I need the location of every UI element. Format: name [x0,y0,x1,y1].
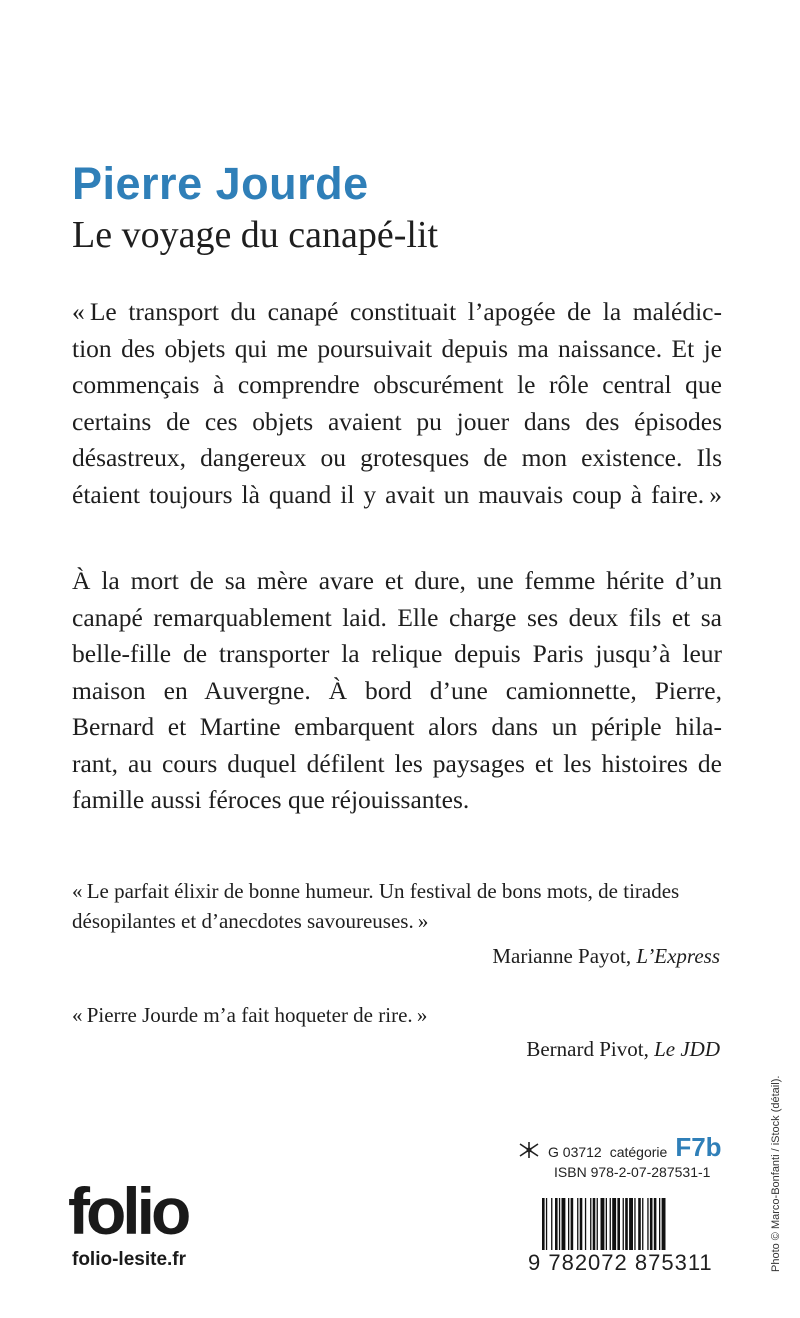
review-quote-line: « Pierre Jourde m’a fait hoqueter de rire. » [72,1003,428,1027]
reviewer-name: Marianne Payot, [492,944,637,968]
summary-line: rant, au cours duquel défilent les paysages et les histoires de [72,748,722,778]
excerpt-line: tion des objets qui me poursuivait depuis ma naissance. Et je [72,333,722,363]
excerpt-line: commençais à comprendre obscurément le rôle central que [72,370,722,399]
review-source: Le JDD [654,1037,720,1061]
review-quote [72,1000,722,1030]
review-quote-line: désopilantes et d’anecdotes savoureuses. » [72,909,429,933]
summary-paragraph [72,563,722,819]
publisher-website: folio-lesite.fr [72,1249,187,1270]
review-source: L’Express [636,944,720,968]
isbn: ISBN 978-2-07-287531-1 [554,1164,711,1180]
photo-credit: Photo © Marco-Bonfanti / iStock (détail). [770,1075,782,1272]
barcode-digits: 9 782072 875311 [528,1250,724,1276]
review-attribution [492,941,720,971]
category-label: catégorie [609,1144,668,1160]
review-quote [72,876,722,936]
excerpt-line: certains de ces objets avaient pu jouer dans des épisodes [72,406,722,436]
summary-line: belle-fille de transporter la relique depuis Paris jusqu’à leur [72,639,722,668]
book-title: Le voyage du canapé-lit [72,214,439,256]
catalog-code: G 03712 [548,1144,602,1160]
author-name: Pierre Jourde [72,158,369,209]
excerpt-line: désastreux, dangereux ou grotesques de mon existence. Ils [72,443,722,472]
catalog-info [518,1132,722,1180]
summary-line: À la mort de sa mère avare et dure, une femme hérite d’un [72,566,722,595]
excerpt-line: « Le transport du canapé constituait l’apogée de la malédic- [72,297,722,326]
review-attribution [526,1034,720,1064]
reviewer-name: Bernard Pivot, [526,1037,655,1061]
review-quote-line: « Le parfait élixir de bonne humeur. Un festival de bons mots, de tirades [72,879,680,903]
publisher-emblem-icon [518,1140,540,1160]
category-code: F7b [675,1132,722,1162]
excerpt-line: étaient toujours là quand il y avait un mauvais coup à faire. » [72,479,722,509]
summary-line: canapé remarquablement laid. Elle charge ses deux fils et sa [72,602,722,632]
summary-line: famille aussi féroces que réjouissantes. [72,785,470,814]
summary-line: Bernard et Martine embarquent alors dans un périple hila- [72,712,722,741]
folio-logo: folio [68,1174,188,1248]
summary-line: maison en Auvergne. À bord d’une camionnette, Pierre, [72,675,722,705]
excerpt-paragraph [72,294,722,513]
